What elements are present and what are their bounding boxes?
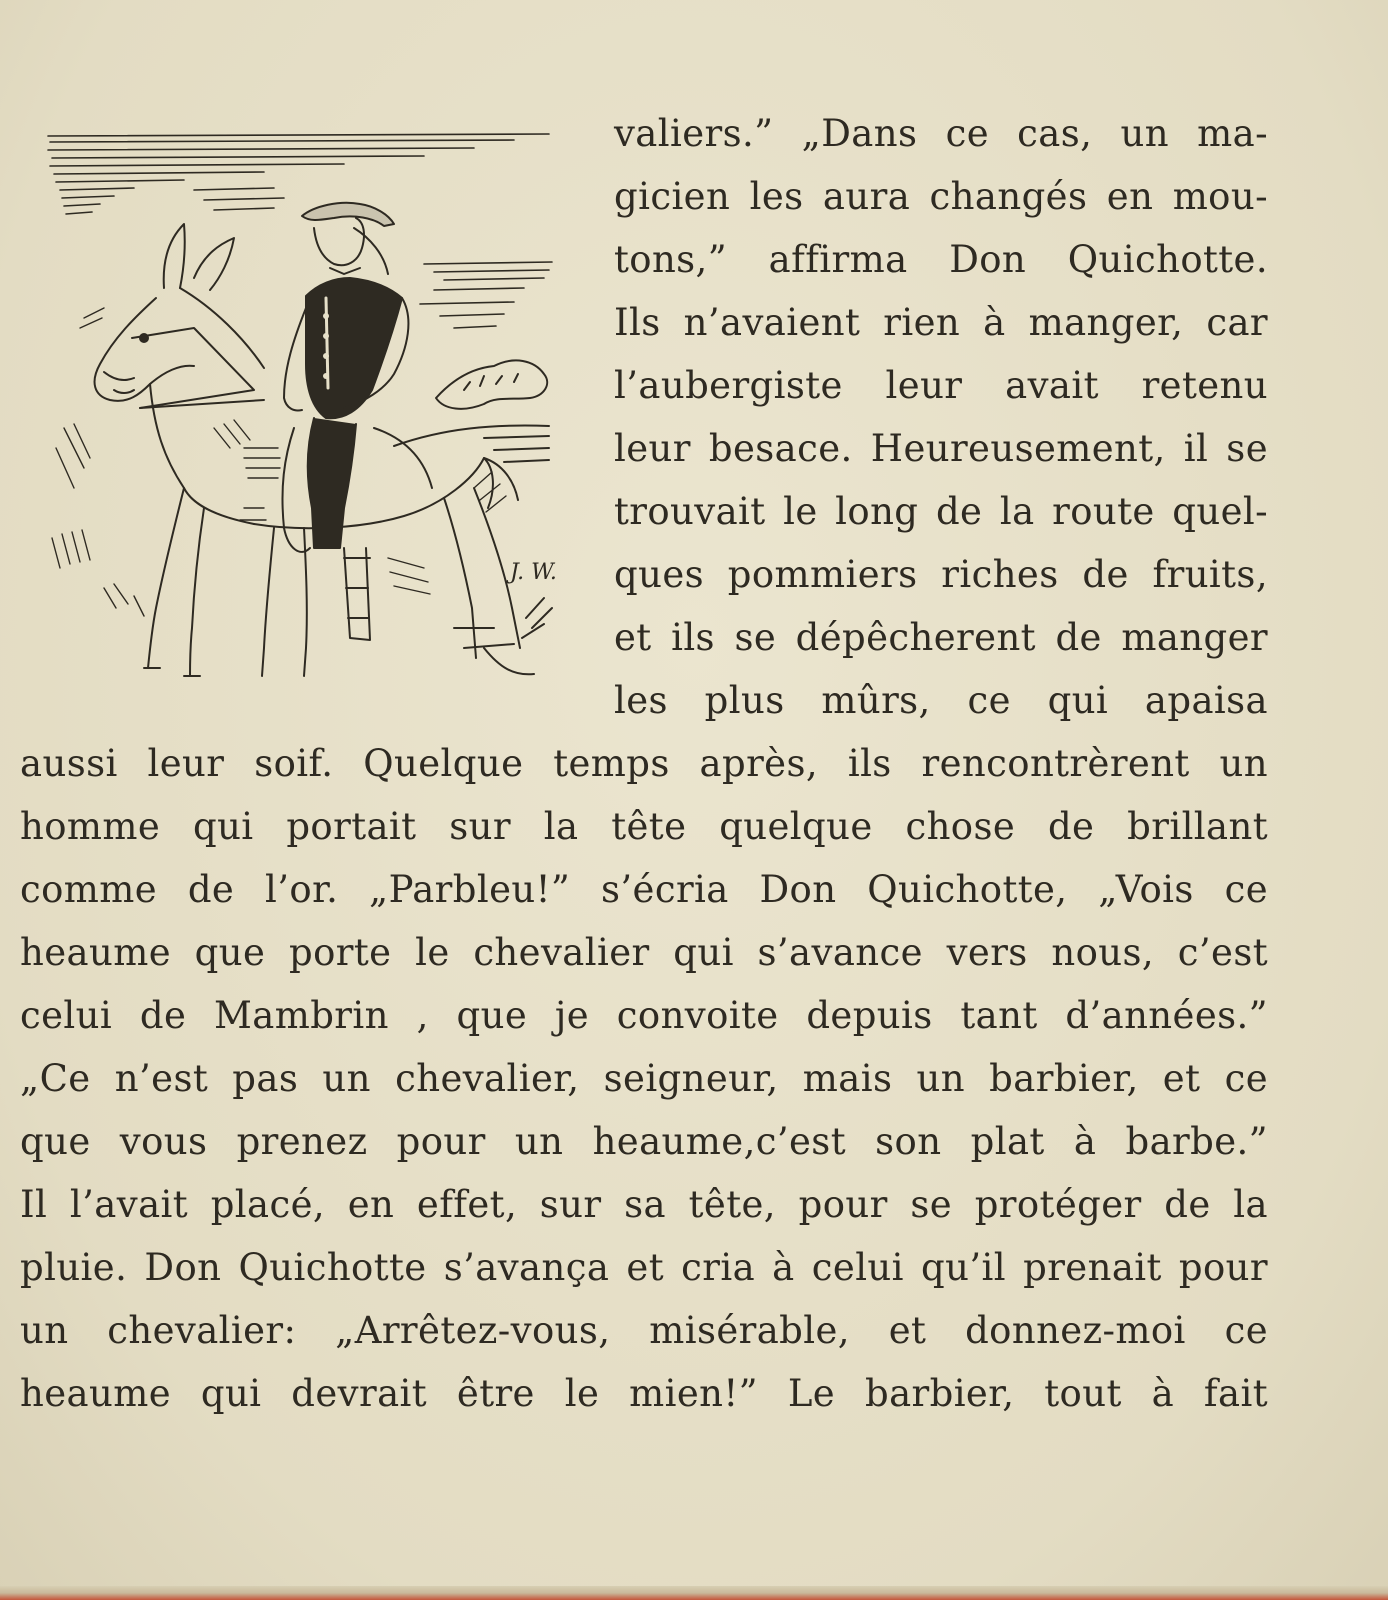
text-line: un chevalier: „Arrêtez-vous, misérable, et donnez-moi ce	[20, 1309, 1268, 1352]
text-line: celui de Mambrin , que je convoite depuis tant d’années.”	[20, 994, 1268, 1037]
text-line: pluie. Don Quichotte s’avança et cria à celui qu’il prenait pour	[20, 1246, 1268, 1289]
text-line: comme de l’or. „Parbleu!” s’écria Don Quichotte, „Vois ce	[20, 868, 1268, 911]
text-line: valiers.” „Dans ce cas, un ma-	[614, 112, 1268, 155]
text-line: les plus mûrs, ce qui apaisa	[614, 679, 1268, 722]
text-line: et ils se dépêcherent de manger	[614, 616, 1268, 659]
text-line: l’aubergiste leur avait retenu	[614, 364, 1268, 407]
text-line: tons,” affirma Don Quichotte.	[614, 238, 1268, 281]
text-line: aussi leur soif. Quelque temps après, ils rencontrèrent un	[20, 742, 1268, 785]
donkey-rider-icon	[44, 128, 564, 688]
don-quichotte-illustration	[44, 128, 564, 688]
text-line: Ils n’avaient rien à manger, car	[614, 301, 1268, 344]
artist-signature: J. W.	[510, 560, 557, 585]
text-line: leur besace. Heureusement, il se	[614, 427, 1268, 470]
text-line: heaume qui devrait être le mien!” Le barbier, tout à fait	[20, 1372, 1268, 1415]
text-line: heaume que porte le chevalier qui s’avance vers nous, c’est	[20, 931, 1268, 974]
text-line: „Ce n’est pas un chevalier, seigneur, mais un barbier, et ce	[20, 1057, 1268, 1100]
text-line: trouvait le long de la route quel-	[614, 490, 1268, 533]
page-bottom-edge	[0, 1586, 1388, 1600]
text-line: ques pommiers riches de fruits,	[614, 553, 1268, 596]
text-line: Il l’avait placé, en effet, sur sa tête, pour se protéger de la	[20, 1183, 1268, 1226]
text-line: homme qui portait sur la tête quelque chose de brillant	[20, 805, 1268, 848]
text-line: que vous prenez pour un heaume,c’est son plat à barbe.”	[20, 1120, 1268, 1163]
text-line: gicien les aura changés en mou-	[614, 175, 1268, 218]
